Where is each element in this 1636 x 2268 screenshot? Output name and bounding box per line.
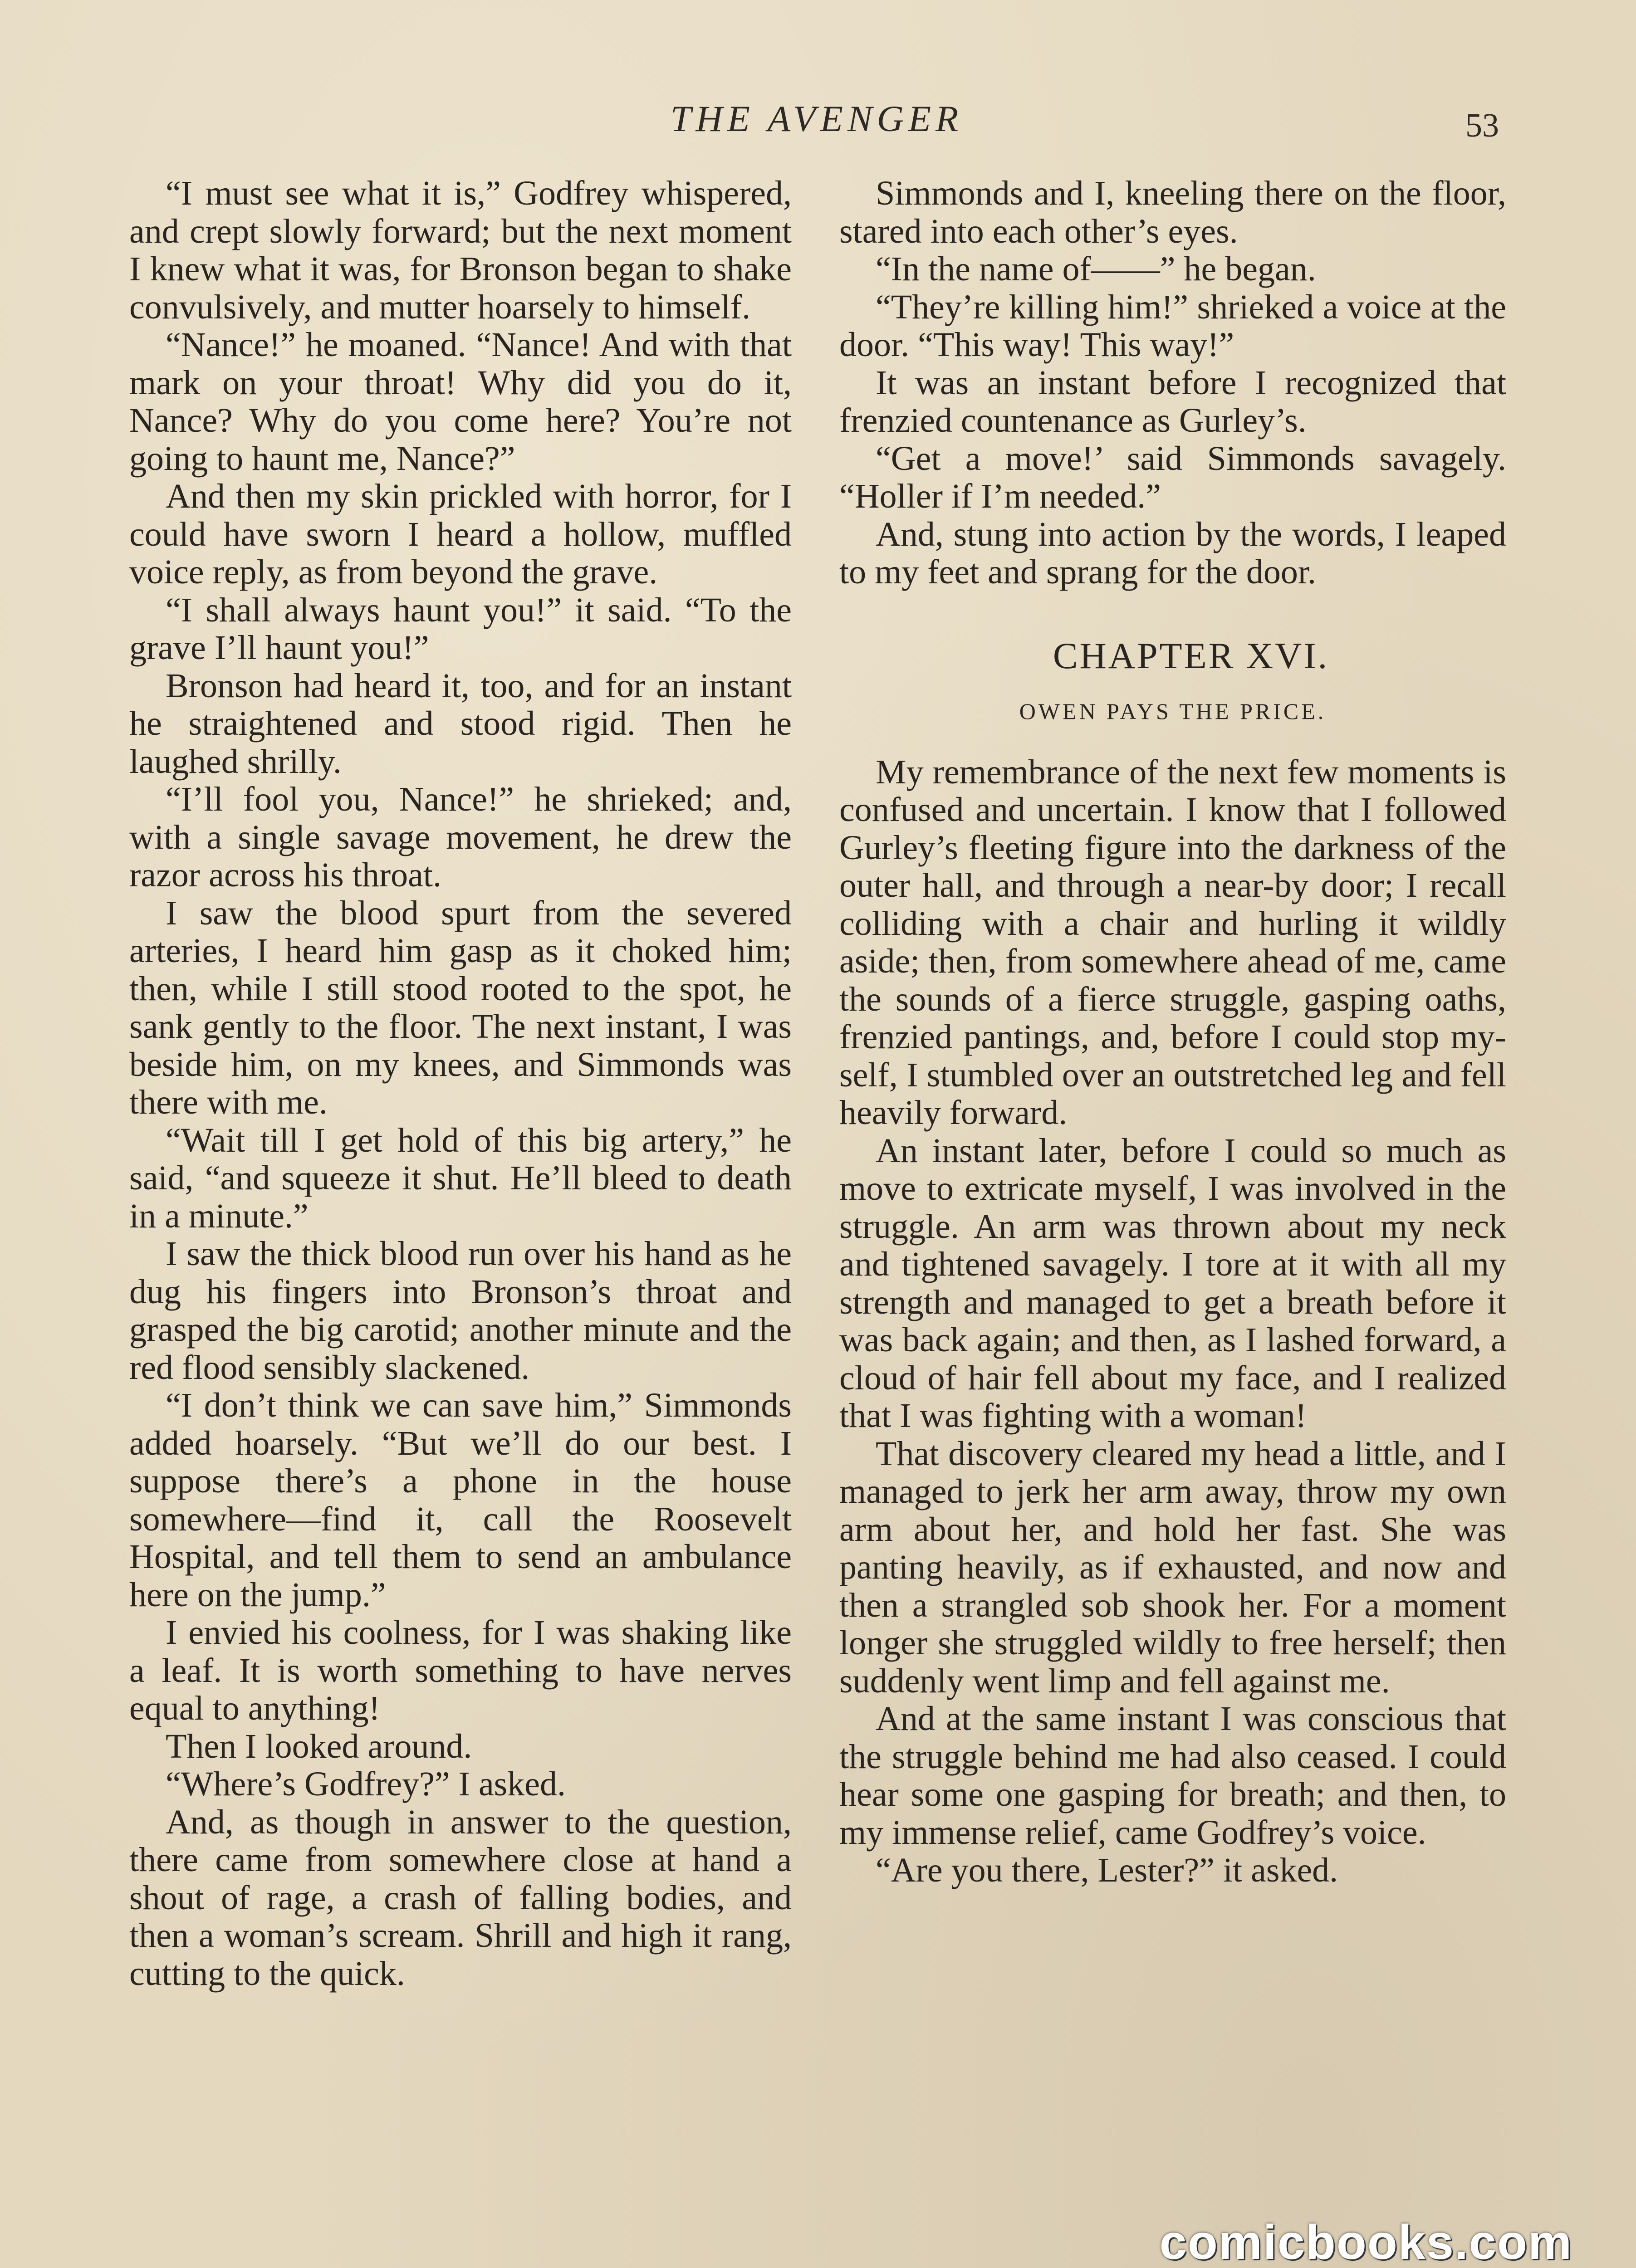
page-number: 53 (1465, 107, 1499, 144)
page-header (0, 98, 1636, 147)
paragraph: Simmonds and I, kneeling there on the floor, stared into each other’s eyes. (839, 174, 1506, 250)
paragraph: “Get a move!’ said Simmonds savagely. “Holler if I’m needed.” (839, 439, 1506, 515)
chapter-title: CHAPTER XVI. (1053, 635, 1329, 676)
running-title: THE AVENGER (670, 98, 963, 139)
paragraph: I saw the thick blood run over his hand as he dug his fingers into Bronson’s throat and grasped the big carotid; another minute and the red flood sensibly slackened. (129, 1235, 792, 1387)
chapter-heading (839, 637, 1506, 731)
paragraph: “Are you there, Lester?” it asked. (876, 1851, 1338, 1889)
paragraph: “They’re killing him!” shrieked a voice at the door. “This way! This way!” (839, 288, 1506, 364)
left-column (129, 175, 792, 1993)
paragraph: “I shall always haunt you!” it said. “To the grave I’ll haunt you!” (129, 591, 792, 667)
paragraph: “Wait till I get hold of this big artery,” he said, “and squeeze it shut. He’ll bleed to death in a minute.” (129, 1121, 792, 1235)
watermark-text: comicbooks.com (1159, 2214, 1572, 2268)
paragraph: Bronson had heard it, too, and for an instant he straightened and stood rigid. Then he laughed shrilly. (129, 666, 792, 781)
paragraph: “I must see what it is,” Godfrey whispered, and crept slowly forward; but the next moment I knew what it was, for Bronson began to shake convulsively, and mutter hoarsely to himself. (129, 174, 792, 326)
paragraph: That discovery cleared my head a little, and I managed to jerk her arm away, throw my own arm about her, and hold her fast. She was panting heavily, as if exhausted, and now and then a strangled sob shook her. For a moment longer she struggled wildly to free herself; then suddenly went limp and fell against me. (839, 1434, 1506, 1700)
paragraph: And at the same instant I was conscious that the struggle behind me had also ceased. I could hear some one gasping for breath; and then, to my immense relief, came Godfrey’s voice. (839, 1700, 1506, 1852)
paragraph: And, as though in answer to the question, there came from somewhere close at hand a shout of rage, a crash of falling bodies, and then a woman’s scream. Shrill and high it rang, cutting to the quick. (129, 1803, 792, 1993)
paragraph: I envied his coolness, for I was shaking like a leaf. It is worth something to have nerves equal to anything! (129, 1613, 792, 1727)
paragraph: “Nance!” he moaned. “Nance! And with that mark on your throat! Why did you do it, Nance? Why do you come here? You’re not going to haunt me, Nance?” (129, 326, 792, 478)
paragraph: “I’ll fool you, Nance!” he shrieked; and, with a single savage movement, he drew the razor across his throat. (129, 780, 792, 894)
paragraph: An instant later, before I could so much as move to extricate myself, I was involved in the struggle. An arm was thrown about my neck and tightened savagely. I tore at it with all my strength and managed to get a breath before it was back again; and then, as I lashed forward, a cloud of hair fell about my face, and I realized that I was fighting with a woman! (839, 1131, 1506, 1435)
watermark (1119, 2214, 1572, 2268)
paragraph: It was an instant before I recognized that frenzied countenance as Gurley’s. (839, 363, 1506, 440)
paragraph: “Where’s Godfrey?” I asked. (166, 1765, 566, 1803)
paragraph: I saw the blood spurt from the severed arteries, I heard him gasp as it choked him; then, while I still stood rooted to the spot, he sank gently to the floor. The next instant, I was beside him, on my knees, and Simmonds was there with me. (129, 894, 792, 1121)
paragraph: Then I looked around. (166, 1727, 472, 1765)
paragraph: And, stung into action by the words, I leaped to my feet and sprang for the door. (839, 515, 1506, 591)
paragraph: My remembrance of the next few moments is confused and uncertain. I know that I followed Gurley’s fleeting figure into the darkness of the outer hall, and through a near-by door; I recall colliding with a chair and hurling it wildly aside; then, from somewhere ahead of me, came the sounds of a fierce struggle, gasping oaths, frenzied pantings, and, before I could stop myself, I stumbled over an outstretched leg and fell heavily forward. (839, 753, 1506, 1132)
chapter-subtitle: OWEN PAYS THE PRICE. (1019, 699, 1327, 724)
paragraph: And then my skin prickled with horror, for I could have sworn I heard a hollow, muffled voice reply, as from beyond the grave. (129, 477, 792, 591)
paragraph: “I don’t think we can save him,” Simmonds added hoarsely. “But we’ll do our best. I suppose there’s a phone in the house somewhere—find it, call the Roosevelt Hospital, and tell them to send an ambulance here on the jump.” (129, 1386, 792, 1614)
right-column (839, 175, 1506, 1890)
paragraph: “In the name of——” he began. (876, 250, 1316, 288)
